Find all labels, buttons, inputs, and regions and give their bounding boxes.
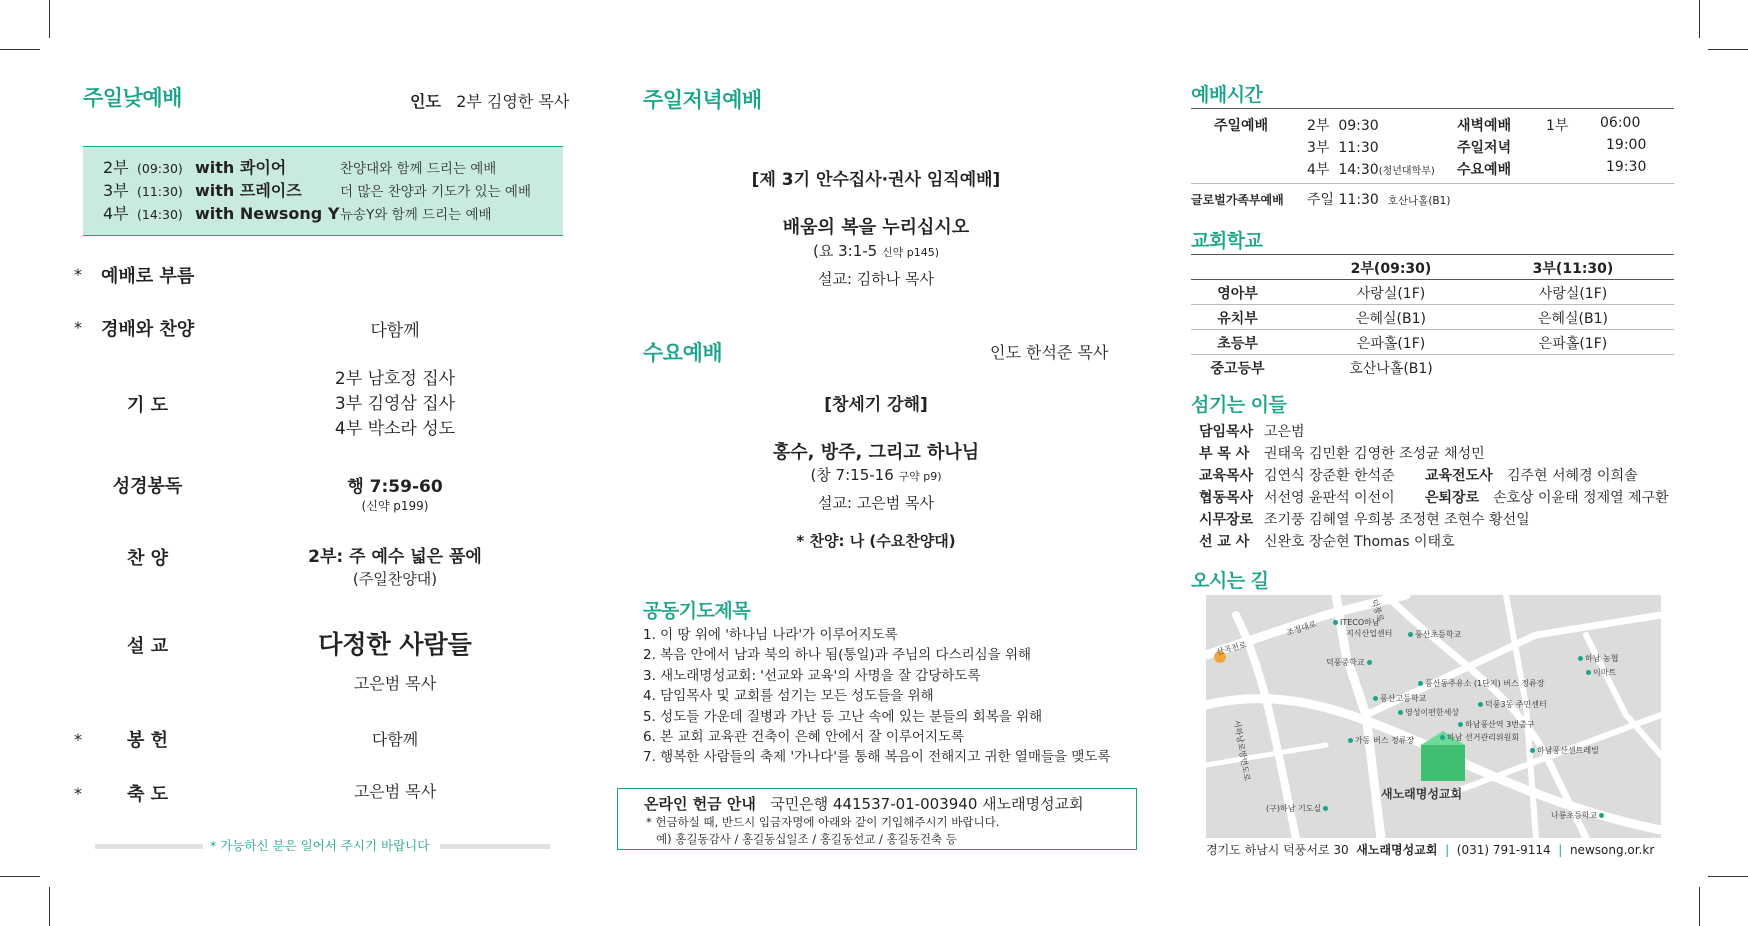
- prayer-topic: 2. 복음 안에서 남과 북의 하나 됨(통일)과 주님의 다스리심을 위해: [643, 647, 1032, 664]
- stand-note: * 가능하신 분은 일어서 주시기 바랍니다: [210, 838, 430, 853]
- map-text: 이마트: [1593, 668, 1617, 677]
- rule: [1191, 304, 1674, 305]
- other-name: 주일저녁: [1457, 140, 1512, 156]
- prayer-line: 3부 김영삼 집사: [334, 394, 456, 414]
- map-text: 하남 농협: [1585, 654, 1619, 663]
- global-label: 글로벌가족부예배: [1191, 193, 1284, 207]
- worship-row: [103, 203, 492, 225]
- map-text: 나룡초등학교: [1551, 811, 1598, 820]
- school-room: 사랑실(1F): [1538, 286, 1608, 302]
- map-text: 하남풍산센트레빌: [1537, 746, 1599, 755]
- servant-role: 선 교 사: [1199, 534, 1250, 550]
- crop-mark: [49, 0, 50, 38]
- worship-options-box: [83, 146, 563, 236]
- school-room: 은파홀(1F): [1538, 336, 1608, 352]
- map-label: [1456, 719, 1534, 730]
- school-room: 은혜실(B1): [1537, 311, 1608, 327]
- offering-example: 예) 홍길동감사 / 홍길동십일조 / 홍길동선교 / 홍길동건축 등: [656, 832, 957, 846]
- location-map[interactable]: [1206, 595, 1661, 838]
- leader-label: 인도: [410, 92, 441, 111]
- servant-names: 김주현 서혜경 이희솔: [1507, 468, 1638, 484]
- map-text: ITECO하남: [1340, 618, 1380, 627]
- servant-names: 고은범: [1264, 424, 1305, 440]
- rule: [1191, 108, 1674, 109]
- school-room: 은혜실(B1): [1355, 311, 1426, 327]
- blessing-value: 고은범 목사: [353, 782, 437, 801]
- map-text: 풍산초등학교: [1415, 630, 1462, 639]
- map-label: [1528, 745, 1599, 756]
- prayer-topics-list: [643, 625, 1143, 768]
- map-text: 영성이편한세상: [1405, 708, 1460, 717]
- wednesday-sermon-title: 홍수, 방주, 그리고 하나님: [772, 442, 980, 463]
- sermon-label: 설 교: [126, 636, 169, 657]
- reading-note: (신약 p199): [361, 499, 429, 513]
- road-label: 산곡천로: [1215, 640, 1248, 657]
- scripture-note: 신약 p145): [881, 246, 940, 259]
- map-text: 하남풍산역 3번출구: [1465, 720, 1535, 729]
- time: 09:30: [1338, 118, 1379, 134]
- other-part: 1부: [1546, 118, 1569, 134]
- servant-role: 시무장로: [1199, 512, 1254, 528]
- map-label: [1346, 735, 1414, 746]
- prayer-line: 2부 남호정 집사: [334, 369, 456, 389]
- servant-role: 부 목 사: [1199, 446, 1250, 462]
- time-row: [1307, 137, 1379, 157]
- praise-value: 다함께: [370, 321, 420, 341]
- call-to-worship: 예배로 부름: [101, 266, 195, 287]
- part: 4부: [1307, 162, 1330, 178]
- online-offering-box: [617, 788, 1137, 850]
- map-label: [1576, 653, 1618, 664]
- note: (청년대학부): [1378, 166, 1435, 177]
- servant-role: 교육목사: [1199, 468, 1254, 484]
- worship-desc: 더 많은 찬양과 기도가 있는 예배: [340, 184, 531, 200]
- crop-mark: [49, 887, 50, 926]
- address-line: [1206, 841, 1654, 858]
- part: 2부: [1307, 118, 1330, 134]
- offering-label: 봉 헌: [126, 730, 169, 751]
- global-time: 주일 11:30: [1307, 192, 1379, 208]
- crop-mark: [1699, 887, 1700, 926]
- time-row: [1307, 115, 1379, 135]
- offering-note: * 헌금하실 때, 반드시 입금자명에 아래와 같이 기입해주시기 바랍니다.: [646, 815, 1000, 829]
- prayer-line: 4부 박소라 성도: [334, 419, 456, 439]
- map-text: (구)하남 기도실: [1266, 804, 1322, 813]
- servant-names: 서선영 윤판석 이선이: [1264, 490, 1395, 506]
- worship-desc: 뉴송Y와 함께 드리는 예배: [340, 207, 492, 223]
- global-place: 호산나홀(B1): [1387, 195, 1451, 207]
- worship-time: (11:30): [137, 184, 183, 199]
- worship-part: 2부: [103, 158, 129, 177]
- scripture-note: 구약 p9): [898, 470, 942, 483]
- scripture-ref: (요 3:1-5: [812, 242, 878, 260]
- sermon-title: 다정한 사람들: [318, 630, 472, 659]
- map-label: [1326, 657, 1374, 668]
- prayer-topic: 1. 이 땅 위에 '하나님 나라'가 이루어지도록: [643, 627, 898, 643]
- divider: [440, 844, 550, 849]
- rule: [1191, 183, 1674, 184]
- other-time: 19:30: [1606, 159, 1647, 175]
- evening-event: [제 3기 안수집사·권사 임직예배]: [751, 170, 1001, 190]
- school-room: 호산나홀(B1): [1349, 361, 1433, 377]
- servant-role: 교육전도사: [1425, 468, 1493, 484]
- other-time: 19:00: [1606, 137, 1647, 153]
- rule: [1191, 329, 1674, 330]
- hymn-label: 찬 양: [126, 548, 169, 569]
- school-room: 사랑실(1F): [1356, 286, 1426, 302]
- time-row: [1307, 159, 1435, 179]
- map-label: [1406, 629, 1461, 640]
- website-link[interactable]: newsong.or.kr: [1569, 843, 1655, 857]
- prayer-topic: 6. 본 교회 교육관 건축이 은혜 안에서 잘 이루어지도록: [643, 729, 965, 746]
- worship-times-title: 예배시간: [1191, 84, 1263, 106]
- sunday-service-title: 주일낮예배: [83, 86, 182, 110]
- crop-mark: [0, 876, 40, 877]
- blessing-label: 축 도: [126, 784, 169, 805]
- evening-scripture: [617, 240, 1135, 261]
- worship-row: [103, 157, 496, 179]
- worship-desc: 찬양대와 함께 드리는 예배: [340, 161, 497, 177]
- map-text: 풍산동주유소 (1단지) 버스 정류장: [1425, 679, 1545, 688]
- prayer-topic: 4. 담임목사 및 교회를 섬기는 모든 성도들을 위해: [643, 688, 934, 705]
- worship-with: with Newsong Y: [195, 204, 340, 223]
- separator: |: [1445, 843, 1450, 857]
- crop-mark: [1708, 49, 1748, 50]
- other-time: 06:00: [1600, 115, 1641, 131]
- worship-time: (09:30): [137, 161, 183, 176]
- worship-part: 3부: [103, 181, 129, 200]
- map-church-label: 새노래명성교회: [1381, 787, 1463, 801]
- school-dept: 초등부: [1217, 336, 1258, 352]
- scripture-ref: (창 7:15-16: [810, 466, 894, 484]
- map-text: 덕풍중학교: [1326, 658, 1365, 667]
- reading-value: 행 7:59-60: [347, 477, 443, 497]
- road-label: 덕풍로: [1369, 598, 1386, 623]
- crop-mark: [1708, 876, 1748, 877]
- prayer-topic: 5. 성도들 가운데 질병과 가난 등 고난 속에 있는 분들의 회복을 위해: [643, 708, 1043, 725]
- sunday-worship-label: 주일예배: [1214, 118, 1269, 134]
- school-dept: 유치부: [1217, 311, 1258, 327]
- praise-label: 경배와 찬양: [101, 319, 195, 340]
- prayer-label: 기 도: [126, 395, 169, 416]
- road-label: 서하남로방면도로: [1232, 719, 1252, 782]
- map-text: 하남 선거관리위원회: [1447, 733, 1520, 742]
- directions-title: 오시는 길: [1191, 570, 1269, 592]
- part: 3부: [1307, 140, 1330, 156]
- evening-sermon-title: 배움의 복을 누리십시오: [782, 217, 970, 238]
- online-offering-title: 온라인 헌금 안내: [644, 795, 756, 813]
- wednesday-service-title: 수요예배: [643, 341, 723, 365]
- map-label: 지식산업센터: [1346, 629, 1393, 638]
- worship-with: with 콰이어: [195, 158, 287, 177]
- bank-account: 국민은행 441537-01-003940 새노래명성교회: [770, 795, 1084, 813]
- servant-names: 신완호 장순현 Thomas 이태호: [1264, 534, 1455, 550]
- evening-service-title: 주일저녁예배: [643, 88, 762, 112]
- map-label: [1551, 810, 1606, 821]
- map-text: 덕풍3동 주민센터: [1485, 700, 1547, 709]
- servant-role: 담임목사: [1199, 424, 1254, 440]
- map-label: [1396, 707, 1459, 718]
- map-label: [1331, 617, 1380, 628]
- rule: [1191, 254, 1674, 255]
- phone: (031) 791-9114: [1456, 843, 1551, 857]
- crop-mark: [1699, 0, 1700, 38]
- servant-role: 은퇴장로: [1425, 490, 1480, 506]
- stand-star: *: [74, 730, 82, 749]
- school-room: 은파홀(1F): [1356, 336, 1426, 352]
- map-label: [1476, 699, 1547, 710]
- map-label: [1438, 732, 1519, 743]
- divider: [95, 844, 203, 849]
- col-header: 2부(09:30): [1350, 261, 1432, 277]
- time: 14:30: [1338, 162, 1379, 178]
- evening-preacher: 설교: 김하나 목사: [817, 270, 935, 288]
- stand-star: *: [74, 784, 82, 803]
- prayer-list: [300, 367, 490, 442]
- reading-label: 성경봉독: [112, 476, 183, 497]
- map-label: [1416, 678, 1544, 689]
- map-label: [1584, 667, 1616, 678]
- servant-names: 손호상 이윤태 정제열 제구환: [1493, 490, 1669, 506]
- church-school-title: 교회학교: [1191, 230, 1263, 252]
- wednesday-preacher: 설교: 고은범 목사: [817, 494, 935, 512]
- other-name: 새벽예배: [1457, 118, 1512, 134]
- worship-part: 4부: [103, 204, 129, 223]
- rule: [1191, 354, 1674, 355]
- map-text: 풍산고등학교: [1380, 694, 1427, 703]
- map-label: [1266, 803, 1330, 814]
- church-building-icon: [1421, 745, 1465, 781]
- prayer-topic: 7. 행복한 사람들의 축제 '가나다'를 통해 복음이 전해지고 귀한 열매들을 맺도록: [643, 749, 1111, 766]
- leader-name: 2부 김영한 목사: [456, 92, 570, 111]
- servant-names: 조기풍 김혜열 우희봉 조정현 조현수 황선일: [1264, 512, 1530, 528]
- stand-star: *: [74, 318, 82, 337]
- sunday-leader: [410, 89, 569, 112]
- road-label: 조정대로: [1285, 619, 1318, 638]
- hymn-note: (주일찬양대): [352, 570, 438, 588]
- other-name: 수요예배: [1457, 162, 1512, 178]
- offering-value: 다함께: [371, 730, 419, 749]
- address: 경기도 하남시 덕풍서로 30: [1206, 843, 1349, 857]
- sermon-preacher: 고은범 목사: [353, 674, 437, 693]
- col-header: 3부(11:30): [1532, 261, 1614, 277]
- rule: [1191, 279, 1674, 280]
- servant-role: 협동목사: [1199, 490, 1254, 506]
- servant-names: 권태욱 김민환 김영한 조성균 채성민: [1264, 446, 1485, 462]
- wednesday-hymn: * 찬양: 나 (수요찬양대): [796, 532, 956, 550]
- separator: |: [1558, 843, 1563, 857]
- worship-time: (14:30): [137, 207, 183, 222]
- servant-names: 김연식 장준환 한석준: [1264, 468, 1395, 484]
- church-name: 새노래명성교회: [1356, 843, 1438, 857]
- offering-line: [644, 793, 1084, 814]
- map-text: 가동 버스 정류장: [1355, 736, 1415, 745]
- wednesday-leader: 인도 한석준 목사: [990, 343, 1109, 362]
- crop-mark: [0, 49, 40, 50]
- wednesday-series: [창세기 강해]: [824, 395, 928, 415]
- wednesday-scripture: [617, 464, 1135, 485]
- stand-star: *: [74, 265, 82, 284]
- global-time-row: [1307, 189, 1450, 209]
- school-dept: 중고등부: [1210, 361, 1265, 377]
- time: 11:30: [1338, 140, 1379, 156]
- worship-with: with 프레이즈: [195, 181, 302, 200]
- servants-title: 섬기는 이들: [1191, 394, 1287, 416]
- school-dept: 영아부: [1217, 286, 1258, 302]
- hymn-value: 2부: 주 예수 넓은 품에: [308, 547, 482, 567]
- worship-row: [103, 180, 531, 202]
- map-label: [1371, 693, 1426, 704]
- prayer-topic: 3. 새노래명성교회: '선교와 교육'의 사명을 잘 감당하도록: [643, 667, 981, 684]
- prayer-topics-title: 공동기도제목: [643, 600, 751, 622]
